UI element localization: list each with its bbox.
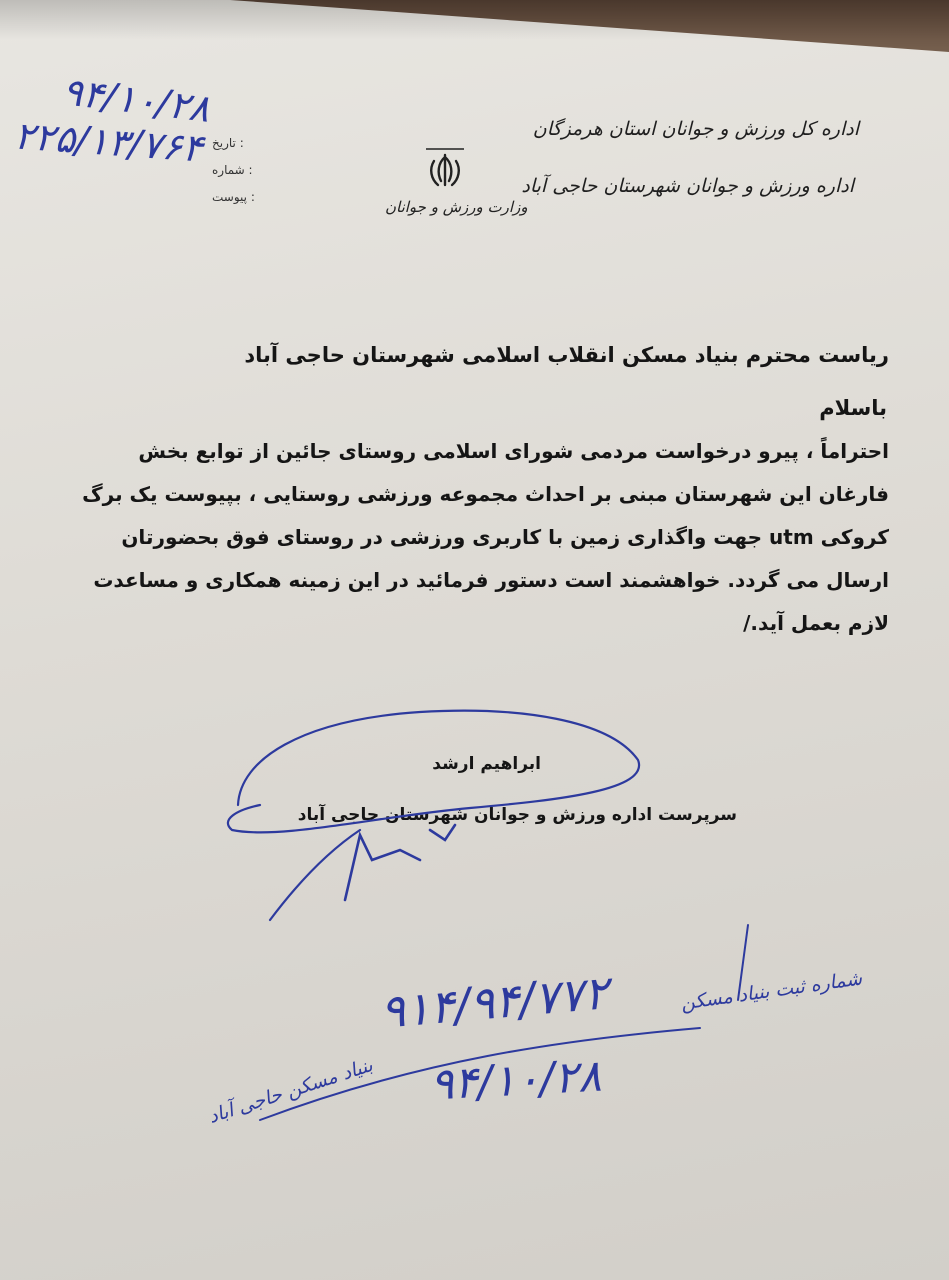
date-label: تاریخ : [212, 136, 244, 150]
signer-title: سرپرست اداره ورزش و جوانان شهرستان حاجی آباد [297, 805, 737, 825]
ministry-name: وزارت ورزش و جوانان [385, 198, 528, 216]
signer-name: ابراهیم ارشد [432, 754, 541, 774]
receipt-place: بنیاد مسکن حاجی آباد [205, 1054, 376, 1128]
letterhead-line-2: اداره ورزش و جوانان شهرستان حاجی آباد [521, 175, 854, 197]
number-label: شماره : [212, 163, 253, 177]
receipt-number: ۹۱۴/۹۴/۷۷۲ [378, 965, 611, 1039]
letter-paragraph: احتراماً ، پیرو درخواست مردمی شورای اسلامی روستای جائین از توابع بخش فارغان این شهرستان مبنی بر احداث مجموعه ورزشی روستایی ، بپیوست یک برگ کروکی utm جهت واگذاری زمین با کاربری ورزشی در روستای فوق بحضورتان ارسال می گردد. خواهشمند است دستور فرمائید در این زمینه همکاری و مساعدت لازم بعمل آید./ [82, 439, 889, 635]
receipt-label: شماره ثبت بنیاد مسکن [679, 967, 864, 1015]
letterhead-line-1: اداره کل ورزش و جوانان استان هرمزگان [532, 118, 859, 140]
greeting: باسلام [819, 396, 887, 420]
receipt-date: ۹۴/۱۰/۲۸ [428, 1050, 603, 1111]
addressee: ریاست محترم بنیاد مسکن انقلاب اسلامی شهرستان حاجی آباد [244, 343, 889, 367]
handwritten-date: ۹۴/۱۰/۲۸ [59, 69, 213, 131]
attachment-label: پیوست : [212, 190, 255, 204]
handwritten-number: ۲۲۵/۱۳/۷۶۴ [12, 113, 205, 171]
